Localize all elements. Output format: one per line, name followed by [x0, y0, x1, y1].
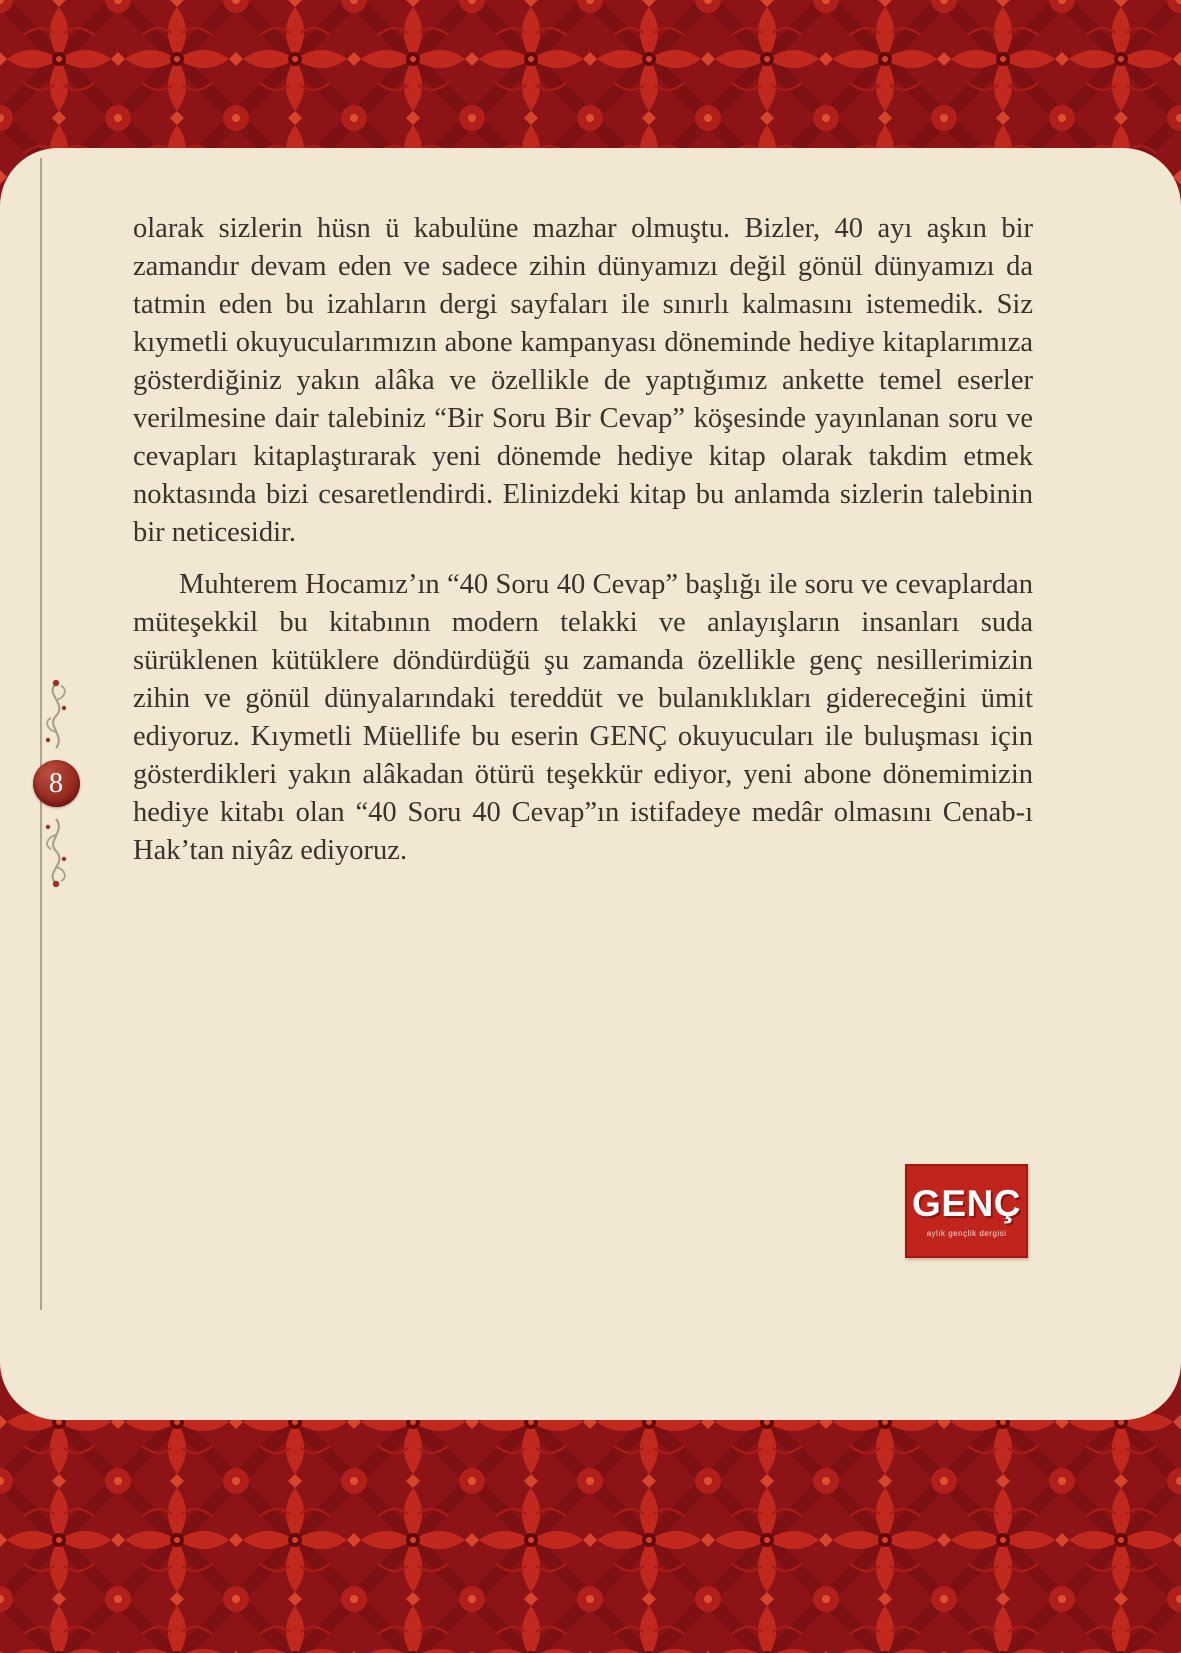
- genc-magazine-logo: [905, 1164, 1028, 1258]
- page-marker: [16, 678, 96, 889]
- page-number: 8: [49, 767, 63, 799]
- genc-logo-title: GENÇ: [912, 1182, 1021, 1224]
- body-text: [133, 210, 1033, 870]
- flourish-top-icon: [35, 678, 77, 756]
- genc-logo-tagline: aylık gençlik dergisi: [926, 1228, 1007, 1238]
- page-number-badge: [33, 760, 80, 807]
- page-panel: [0, 148, 1181, 1420]
- paragraph-1: olarak sizlerin hüsn ü kabulüne mazhar olmuştu. Bizler, 40 ayı aşkın bir zamandır devam eden ve sadece zihin dünyamızı değil gönül dünyamızı da tatmin eden bu izahların dergi sayfaları ile sınırlı kalmasını istemedik. Siz kıymetli okuyucularımızın abone kampanyası döneminde hediye kitaplarımıza gösterdiğiniz yakın alâka ve özellikle de yaptığımız ankette temel eserler verilmesine dair talebiniz “Bir Soru Bir Cevap” köşesinde yayınlanan soru ve cevapları kitaplaştırarak yeni dönemde hediye kitap olarak takdim etmek noktasında bizi cesaretlendirdi. Elinizdeki kitap bu anlamda sizlerin talebinin bir neticesidir.: [133, 213, 1033, 548]
- paragraph-2: Muhterem Hocamız’ın “40 Soru 40 Cevap” başlığı ile soru ve cevaplardan müteşekkil bu kitabının modern telakki ve anlayışların insanları suda sürüklenen kütüklere döndürdüğü şu zamanda özellikle genç nesillerimizin zihin ve gönül dünyalarındaki tereddüt ve bulanıklıkları gidereceğini ümit ediyoruz. Kıymetli Müellife bu eserin GENÇ okuyucuları ile buluşması için gösterdikleri yakın alâkadan ötürü teşekkür ediyor, yeni abone dönemimizin hediye kitabı olan “40 Soru 40 Cevap”ın istifadeye medâr olmasını Cenab-ı Hak’tan niyâz ediyoruz.: [133, 569, 1033, 866]
- flourish-bottom-icon: [35, 811, 77, 889]
